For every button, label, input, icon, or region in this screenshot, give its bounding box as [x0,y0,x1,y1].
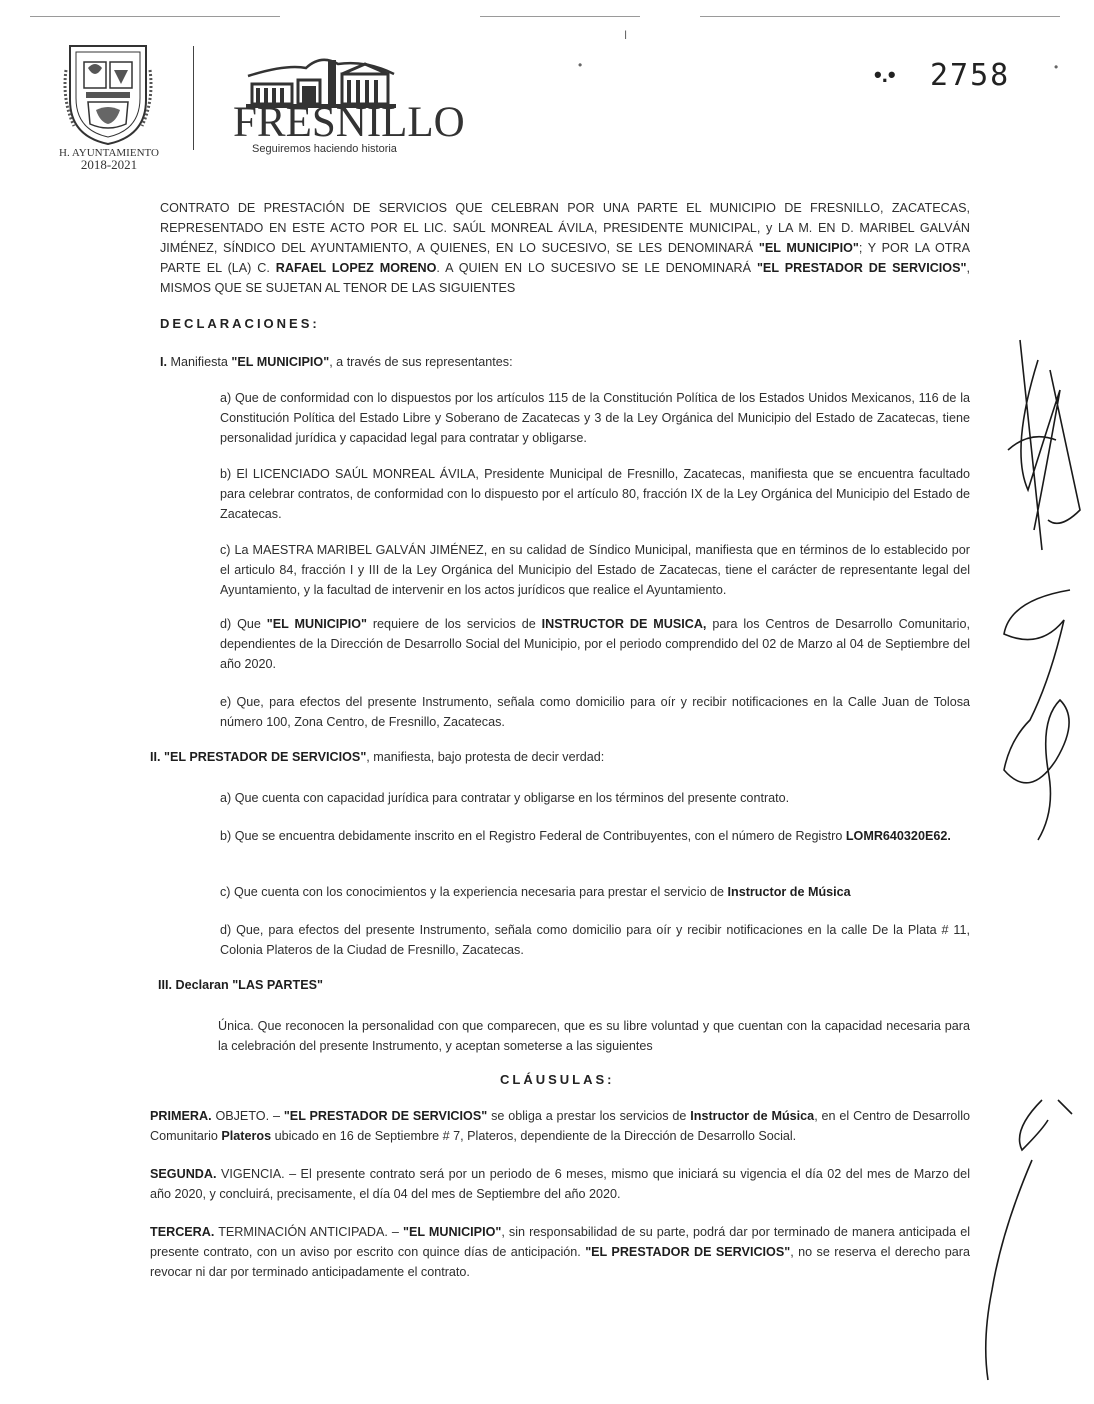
clause-text: , no se reserva el derecho para revocar ni dar por terminado anticipadamente el contrato. [150,1245,970,1279]
intro-bold: "EL PRESTADOR DE SERVICIOS" [756,261,967,275]
clause-bold: "EL PRESTADOR DE SERVICIOS" [585,1245,791,1259]
scan-mark: ǀ [624,28,628,42]
clause-bold: "EL MUNICIPIO" [403,1225,502,1239]
scan-mark: • [1054,60,1059,74]
prestador-a: a) Que cuenta con capacidad jurídica para contratar y obligarse en los términos del presente contrato. [220,791,790,805]
declaraciones-heading: DECLARACIONES: [160,316,320,331]
prestador-b [220,826,970,846]
clause-text: , sin responsabilidad de su parte, podrá dar por terminado de manera anticipada el presente contrato, con un aviso por escrito con quince días de anticipación. [150,1225,971,1259]
decl-text: d) Que [220,617,267,631]
ayuntamiento-text: H. AYUNTAMIENTO [59,147,159,159]
unica-declaracion: Única. Que reconocen la personalidad con que comparecen, que es su libre voluntad y que cuentan con la capacidad necesaria para la celebración del presente Instrumento, y aceptan someterse a las siguientes [218,1019,970,1053]
prestador-c [220,882,970,902]
intro-text: . A QUIEN EN LO SUCESIVO SE LE DENOMINARÁ [436,261,757,275]
signature-mark-icon [990,570,1090,850]
clause-text: VIGENCIA. – El presente contrato será por un periodo de 6 meses, mismo que iniciará su vigencia el día 02 del mes de Marzo del año 2020, y concluirá, precisamente, el día 04 del mes de Septiembre del año 2020. [150,1167,970,1201]
section-bold: Declaran "LAS PARTES" [172,978,323,992]
clause-text: , en el Centro de Desarrollo Comunitario [150,1109,970,1143]
declaracion-b: b) El LICENCIADO SAÚL MONREAL ÁVILA, Presidente Municipal de Fresnillo, Zacatecas, manifiesta que se encuentra facultado para celebrar contratos, de conformidad con lo dispuesto por el artículo 80, fracción IX de la Ley Orgánica del Municipio del Estado de Zacatecas. [220,467,970,521]
declaracion-c: c) La MAESTRA MARIBEL GALVÁN JIMÉNEZ, en su calidad de Síndico Municipal, manifiesta que en términos de lo establecido por el articulo 84, fracción I y III de la Ley Orgánica del Municipio del Estado de Zacatecas, tiene el carácter de representante legal del Ayuntamiento, y la facultad de intervenir en los actos jurídicos que realice el Ayuntamiento. [220,543,970,597]
clause-text: TERMINACIÓN ANTICIPADA. – [214,1225,403,1239]
ayuntamiento-label [50,148,168,170]
decl-text: requiere de los servicios de [366,617,542,631]
folio-number: 2758 [930,58,1011,93]
municipal-seal-icon [62,40,154,148]
intro-bold: "EL MUNICIPIO" [758,241,859,255]
decl-bold: "EL MUNICIPIO" [266,617,367,631]
section-number: III. [158,978,172,992]
clause-bold: Instructor de Música [690,1109,815,1123]
section-text: , a través de sus representantes: [329,355,513,369]
section-number: II. [150,750,161,764]
decl-bold: INSTRUCTOR DE MUSICA, [541,617,707,631]
clausula-tercera [150,1222,970,1282]
clause-bold: "EL PRESTADOR DE SERVICIOS" [283,1109,488,1123]
clause-label: TERCERA. [150,1225,215,1239]
section-ii [150,750,604,764]
periodo-text: 2018-2021 [80,157,138,172]
section-text: Manifiesta [167,355,232,369]
decl-bold: Instructor de Música [727,885,851,899]
section-text: , manifiesta, bajo protesta de decir verdad: [366,750,605,764]
clause-text: ubicado en 16 de Septiembre # 7, Plateros, dependiente de la Dirección de Desarrollo Social. [271,1129,797,1143]
clause-text: OBJETO. – [211,1109,284,1123]
signature-mark-icon [972,1090,1082,1390]
scan-mark: • [578,58,583,72]
folio-prefix: •.• [874,62,896,87]
section-number: I. [160,355,167,369]
clause-label: PRIMERA. [150,1109,212,1123]
prestador-d: d) Que, para efectos del presente Instrumento, señala como domicilio para oír y recibir notificaciones en la calle De la Plata # 11, Colonia Plateros de la Ciudad de Fresnillo, Zacatecas. [220,923,970,957]
clausula-segunda [150,1164,970,1204]
clausulas-heading: CLÁUSULAS: [500,1072,615,1087]
header-divider [193,46,194,150]
declaracion-a: a) Que de conformidad con lo dispuestos por los artículos 115 de la Constitución Política de los Estados Unidos Mexicanos, 116 de la Constitución Política del Estado Libre y Soberano de Zacatecas y 3 de la Ley Orgánica del Municipio del Estado de Zacatecas, tiene personalidad jurídica y capacidad legal para contratar y obligarse. [220,391,970,445]
intro-bold: RAFAEL LOPEZ MORENO [275,261,437,275]
intro-text: ; Y POR LA OTRA PARTE EL (LA) C. [160,241,970,275]
declaracion-e: e) Que, para efectos del presente Instrumento, señala como domicilio para oír y recibir notificaciones en la Calle Juan de Tolosa número 100, Zona Centro, de Fresnillo, Zacatecas. [220,695,970,729]
scan-line [480,16,640,17]
section-iii [158,978,323,992]
scan-line [700,16,1060,17]
logo-tagline: Seguiremos haciendo historia [252,143,397,155]
decl-text: para los Centros de Desarrollo Comunitario, dependientes de la Dirección de Desarrollo Social del Municipio, por el periodo comprendido del 02 de Marzo al 04 de Septiembre del año 2020. [220,617,970,671]
clause-text: se obliga a prestar los servicios de [487,1109,691,1123]
clausula-primera [150,1106,970,1146]
clause-bold: Plateros [221,1129,272,1143]
intro-text: , MISMOS QUE SE SUJETAN AL TENOR DE LAS SIGUIENTES [160,261,970,295]
declaracion-d [220,614,970,674]
decl-text: c) Que cuenta con los conocimientos y la experiencia necesaria para prestar el servicio de [220,885,728,899]
section-bold: "EL PRESTADOR DE SERVICIOS" [160,750,367,764]
decl-text: b) Que se encuentra debidamente inscrito en el Registro Federal de Contribuyentes, con el número de Registro [220,829,846,843]
rfc-number: LOMR640320E62. [845,829,951,843]
section-bold: "EL MUNICIPIO" [231,355,330,369]
fresnillo-logo-text: FRESNILLO [233,99,465,146]
scan-line [30,16,280,17]
clause-label: SEGUNDA. [150,1167,217,1181]
signature-mark-icon [990,330,1090,560]
intro-text: CONTRATO DE PRESTACIÓN DE SERVICIOS QUE CELEBRAN POR UNA PARTE EL MUNICIPIO DE FRESNILLO, ZACATECAS, REPRESENTADO EN ESTE ACTO POR EL LIC. SAÚL MONREAL ÁVILA, PRESIDENTE MUNICIPAL, y LA M. EN D. MARIBEL GALVÁN JIMÉNEZ, SÍNDICO DEL AYUNTAMIENTO, A QUIENES, EN LO SUCESIVO, SE LES DENOMINARÁ [160,201,970,255]
section-i [160,355,513,369]
contract-intro [160,198,970,298]
